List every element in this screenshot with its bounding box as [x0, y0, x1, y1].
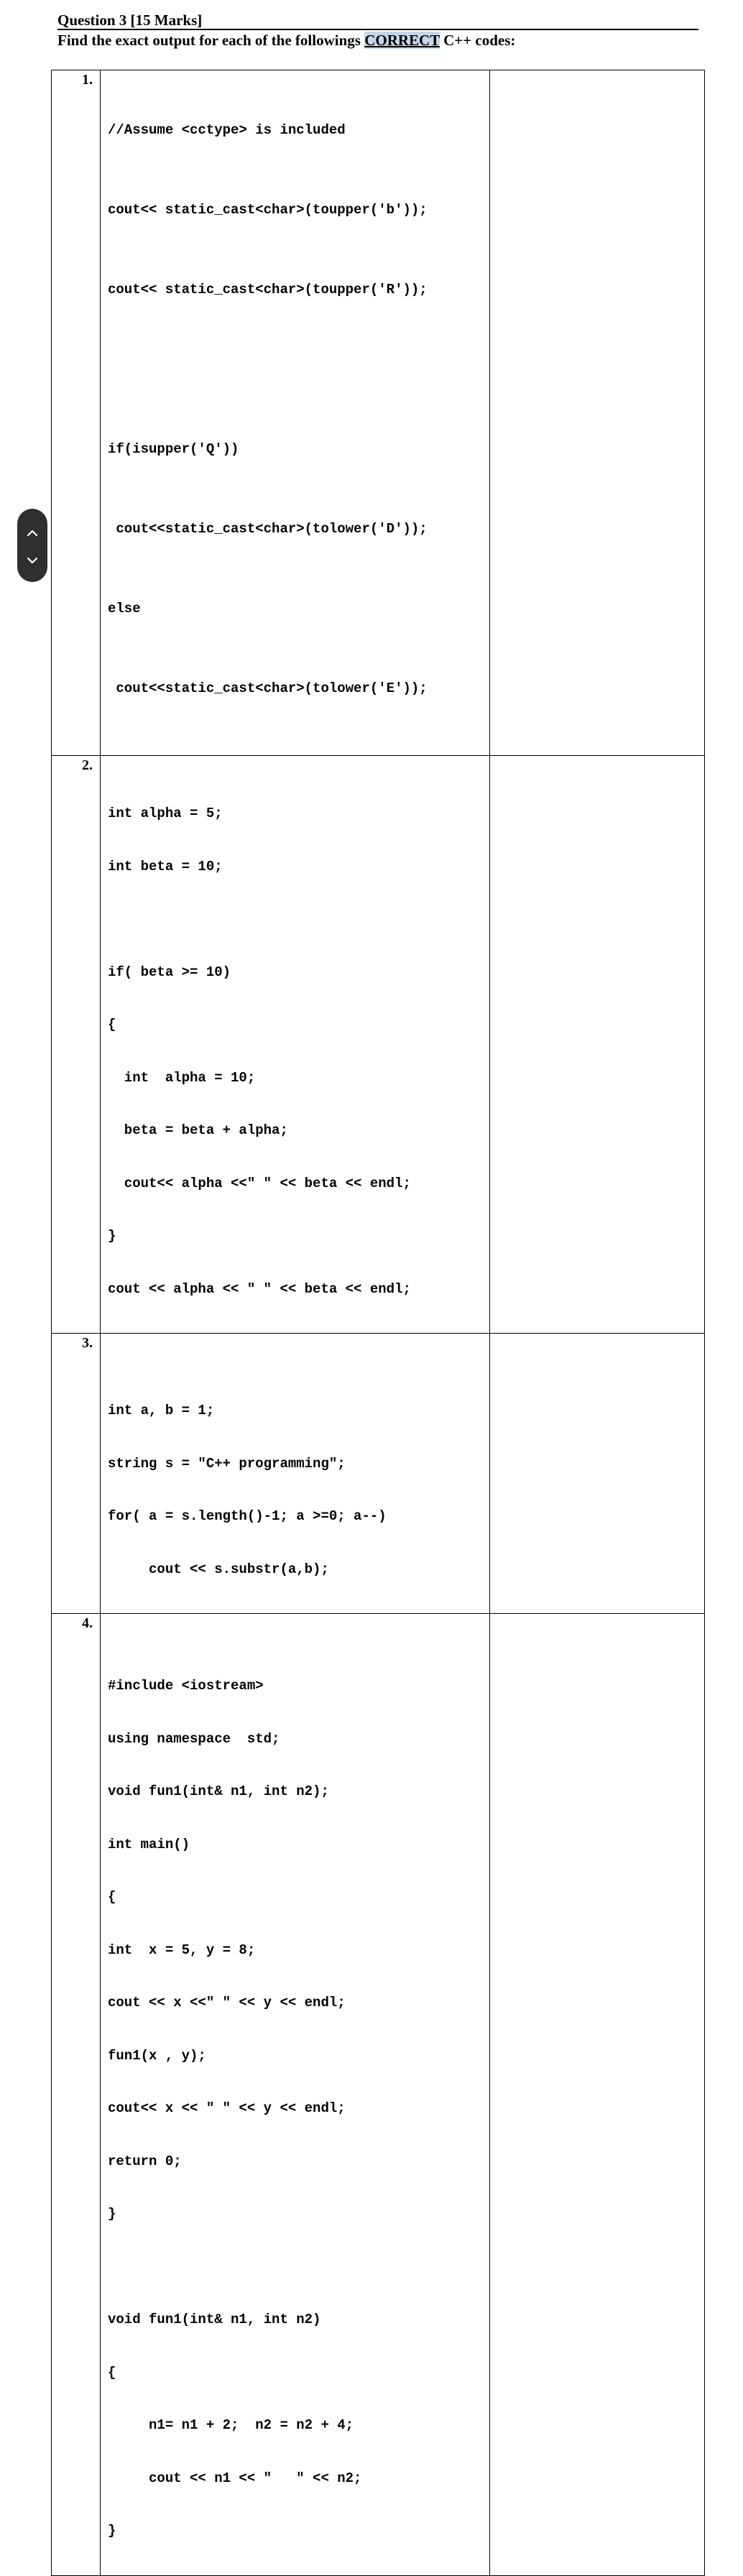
code-line: if( beta >= 10): [108, 964, 231, 980]
code-cell-2: [101, 756, 490, 1334]
code-line: cout<< x << " " << y << endl;: [108, 2100, 346, 2116]
code-line: using namespace std;: [108, 1730, 280, 1747]
answer-cell-1[interactable]: [490, 70, 705, 756]
question-number-3: 3.: [52, 1334, 101, 1614]
instruction-lead: Find the exact output for each of the followings: [57, 32, 365, 49]
code-line: [108, 356, 489, 383]
code-line: int a, b = 1;: [108, 1403, 215, 1418]
answer-cell-4[interactable]: [490, 1614, 705, 2576]
code-line: cout<< static_cast<char>(toupper('b'));: [108, 202, 428, 218]
answer-cell-2[interactable]: [490, 756, 705, 1334]
questions-table: [51, 70, 705, 2576]
code-line: }: [108, 1228, 116, 1244]
code-line: {: [108, 1017, 116, 1033]
code-line: //Assume <cctype> is included: [108, 122, 346, 138]
code-line: {: [108, 1889, 116, 1905]
question-heading: Question 3 [15 Marks]: [57, 11, 203, 29]
code-block-3: [108, 1334, 489, 1613]
code-line: [108, 2258, 489, 2276]
code-line: cout<<static_cast<char>(tolower('E'));: [108, 680, 428, 696]
code-line: #include <iostream>: [108, 1678, 264, 1694]
question-number-4: 4.: [52, 1614, 101, 2576]
question-row-2: [52, 756, 705, 1334]
code-block-4: [108, 1614, 489, 2575]
code-line: }: [108, 2523, 116, 2539]
question-row-4: [52, 1614, 705, 2576]
code-block-1: [108, 64, 489, 755]
code-line: else: [108, 601, 141, 617]
code-cell-3: [101, 1334, 490, 1614]
code-line: n1= n1 + 2; n2 = n2 + 4;: [108, 2417, 354, 2433]
code-line: [108, 910, 489, 928]
code-line: fun1(x , y);: [108, 2047, 206, 2064]
instruction-highlight: CORRECT: [364, 32, 440, 49]
code-line: return 0;: [108, 2153, 182, 2169]
code-line: int beta = 10;: [108, 858, 223, 874]
code-line: string s = "C++ programming";: [108, 1455, 346, 1472]
question-number-1: 1.: [52, 70, 101, 756]
page-navigation: [17, 509, 47, 582]
code-block-2: [108, 756, 489, 1333]
chevron-down-glyph: [27, 557, 38, 564]
chevron-up-glyph: [27, 530, 38, 537]
code-line: if(isupper('Q')): [108, 441, 239, 457]
code-line: cout<<static_cast<char>(tolower('D'));: [108, 521, 428, 537]
code-cell-1: [101, 70, 490, 756]
chevron-up-icon[interactable]: [17, 517, 47, 546]
code-line: cout << n1 << " " << n2;: [108, 2470, 362, 2486]
chevron-down-icon[interactable]: [17, 545, 47, 573]
code-line: int alpha = 10;: [108, 1069, 256, 1086]
question-number-2: 2.: [52, 756, 101, 1334]
instruction-tail: C++ codes:: [439, 32, 516, 49]
question-row-1: [52, 70, 705, 756]
code-line: beta = beta + alpha;: [108, 1122, 288, 1138]
question-row-3: [52, 1334, 705, 1614]
code-line: int alpha = 5;: [108, 805, 223, 821]
code-line: void fun1(int& n1, int n2): [108, 2312, 321, 2327]
code-line: cout << s.substr(a,b);: [108, 1561, 329, 1577]
code-line: cout << x <<" " << y << endl;: [108, 1995, 346, 2011]
code-line: {: [108, 2364, 116, 2381]
code-line: int x = 5, y = 8;: [108, 1942, 256, 1958]
code-line: void fun1(int& n1, int n2);: [108, 1783, 329, 1799]
code-line: cout<< alpha <<" " << beta << endl;: [108, 1175, 411, 1191]
code-cell-4: [101, 1614, 490, 2576]
code-line: for( a = s.length()-1; a >=0; a--): [108, 1508, 387, 1524]
code-line: cout<< static_cast<char>(toupper('R'));: [108, 282, 428, 297]
answer-cell-3[interactable]: [490, 1334, 705, 1614]
code-line: int main(): [108, 1836, 190, 1852]
instruction-text: [57, 30, 698, 50]
code-line: }: [108, 2206, 116, 2222]
code-line: cout << alpha << " " << beta << endl;: [108, 1280, 411, 1297]
